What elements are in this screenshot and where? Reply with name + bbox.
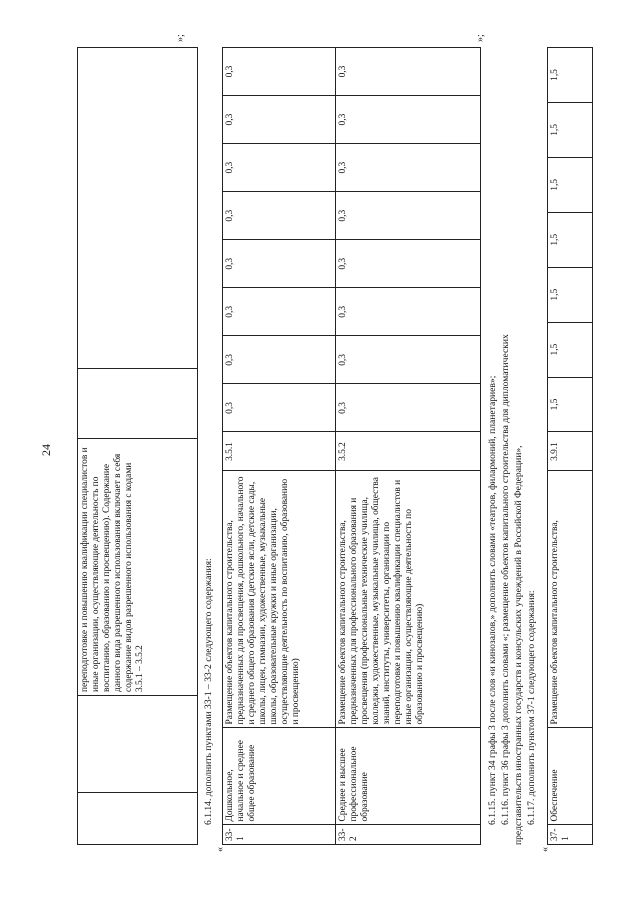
value-cell: 1,5: [548, 157, 593, 212]
page-number: 24: [39, 444, 53, 456]
value-cell: 0,3: [336, 48, 481, 96]
table-cell-empty: [78, 793, 198, 845]
value-cell: 0,3: [336, 240, 481, 288]
continuation-table: [77, 47, 198, 845]
table-row: [223, 48, 336, 845]
main-table: [222, 47, 481, 845]
row-name: Среднее и высшее профессиональное образование: [336, 728, 481, 825]
closing-quote: »;: [475, 34, 486, 42]
row-number: 37-1: [548, 825, 593, 845]
paragraph-6-1-16-cont: представительств иностранных государств и консульских учреждений в Российской Федерации»,: [513, 445, 524, 845]
value-cell: 1,5: [548, 267, 593, 322]
paragraph-6-1-14: 6.1.14. дополнить пунктами 33-1 – 33-2 следующего содержания:: [203, 558, 214, 825]
value-cell: 1,5: [548, 212, 593, 267]
value-cell: 0,3: [223, 48, 336, 96]
table-cell-empty: [78, 369, 198, 439]
value-cell: 0,3: [336, 192, 481, 240]
value-cell: 0,3: [336, 336, 481, 384]
closing-quote: »;: [175, 34, 186, 42]
value-cell: 0,3: [223, 384, 336, 432]
row-description: Размещение объектов капитального строительства, предназначенных для профессионального образования и просвещения (профессиональные технические училища, колледжи, художественные, музыкальные училища, общества знаний, институты, университеты, организации по переподготовке и повышению квалификации специалистов и иные организации, осуществляющие деятельность по образованию и просвещению): [336, 471, 481, 728]
row-number: 33-1: [223, 825, 336, 845]
table-row: [78, 48, 198, 845]
value-cell: 1,5: [548, 48, 593, 103]
row-name: Обеспечение: [548, 728, 593, 825]
paragraph-6-1-15: 6.1.15. пункт 34 графы 3 после слов «и кинозалов,» дополнить словами «театров, филармоний, планетариев»;: [487, 375, 498, 825]
value-cell: 1,5: [548, 377, 593, 432]
opening-quote: «: [540, 847, 551, 852]
table-cell-empty: [78, 696, 198, 793]
value-cell: 0,3: [336, 384, 481, 432]
paragraph-6-1-16: 6.1.16. пункт 36 графы 3 дополнить словами «; размещение объектов капитального строительства для дипломатических: [500, 334, 511, 825]
table-cell-empty: [78, 48, 198, 369]
table-row: [336, 48, 481, 845]
row-code: 3.5.2: [336, 432, 481, 471]
value-cell: 0,3: [223, 336, 336, 384]
row-description: Размещение объектов капитального строительства,: [548, 471, 593, 728]
value-cell: 1,5: [548, 322, 593, 377]
value-cell: 0,3: [223, 240, 336, 288]
value-cell: 0,3: [336, 288, 481, 336]
row-code: 3.9.1: [548, 432, 593, 471]
paragraph-6-1-17: 6.1.17. дополнить пунктом 37-1 следующего содержания:: [526, 590, 537, 825]
row-number: 33-2: [336, 825, 481, 845]
row-description: Размещение объектов капитального строительства, предназначенных для просвещения, дошкольного, начального и среднего общего образования (детские ясли, детские сады, школы, лицеи, гимназии, художественные, музыкальные школы, образовательные кружки и иные организации, осуществляющие деятельность по воспитанию, образованию и просвещению): [223, 471, 336, 728]
rotated-document-page: [25, 0, 615, 880]
value-cell: 0,3: [223, 144, 336, 192]
value-cell: 0,3: [223, 288, 336, 336]
table-cell-description: переподготовке и повышению квалификации специалистов и иные организации, осуществляющие деятельность по воспитанию, образованию и просвещению). Содержание данного вида разрешенного использования включает в себя содержание видов разрешенного использования с кодами 3.5.1 – 3.5.2: [78, 439, 198, 696]
bottom-table: [547, 47, 593, 845]
value-cell: 0,3: [336, 96, 481, 144]
value-cell: 0,3: [223, 192, 336, 240]
table-row: [548, 48, 593, 845]
row-code: 3.5.1: [223, 432, 336, 471]
value-cell: 0,3: [223, 96, 336, 144]
value-cell: 0,3: [336, 144, 481, 192]
opening-quote: «: [215, 847, 226, 852]
value-cell: 1,5: [548, 102, 593, 157]
row-name: Дошкольное, начальное и среднее общее образование: [223, 728, 336, 825]
